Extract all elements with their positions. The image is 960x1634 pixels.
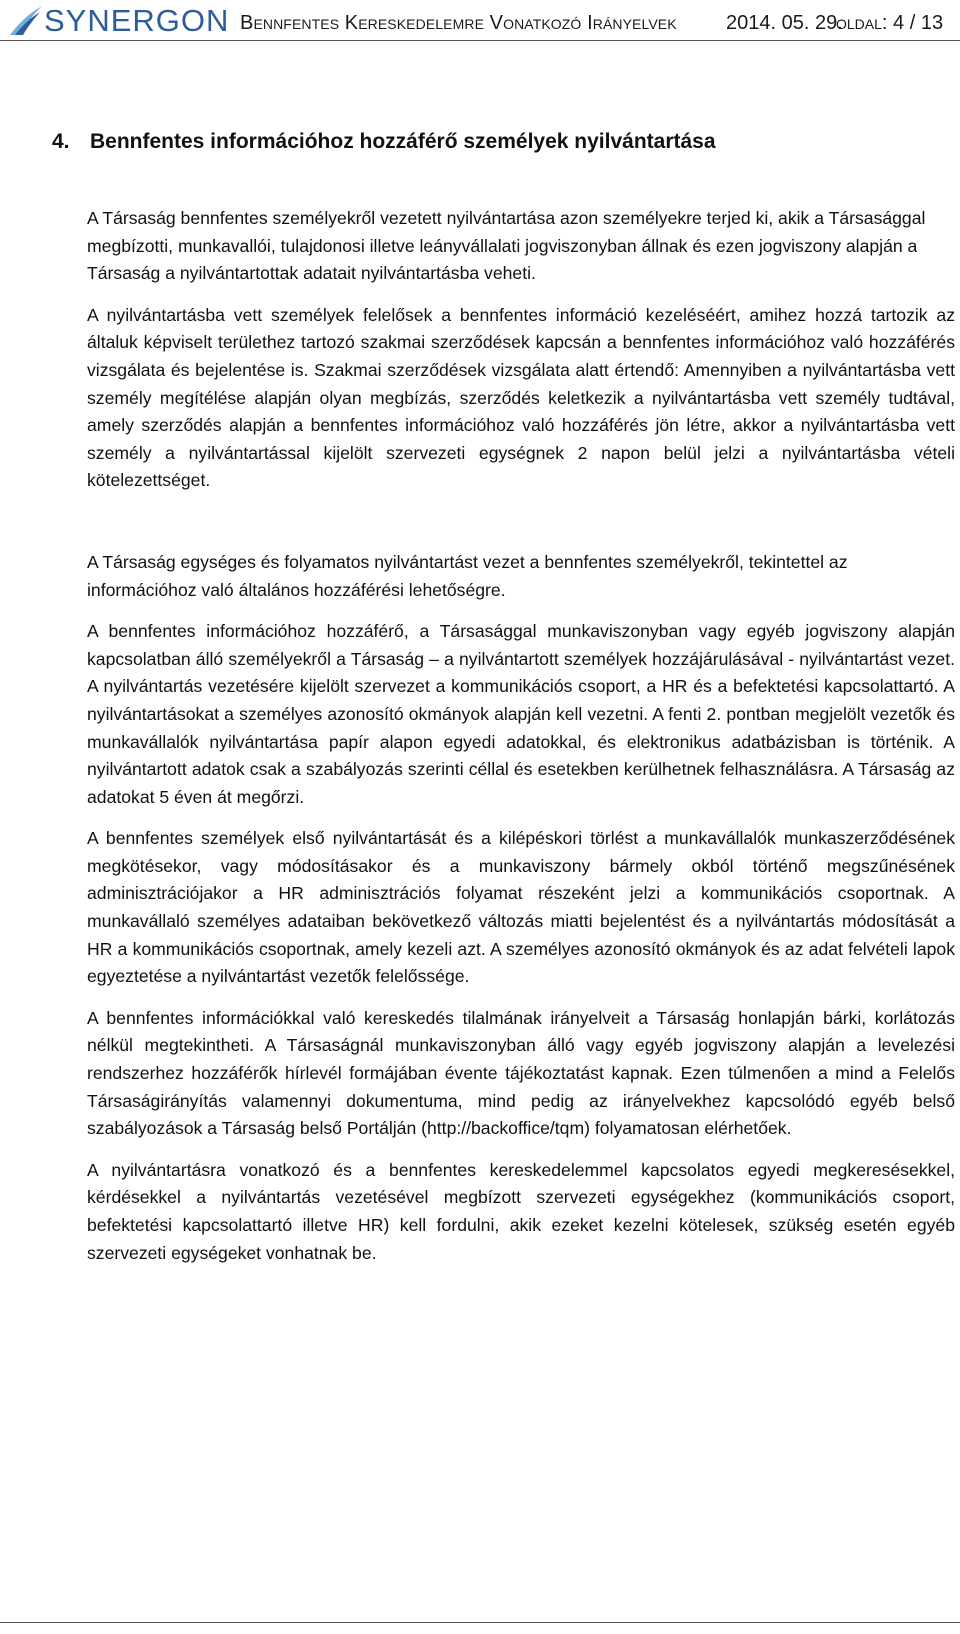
page-number: oldal: 4 / 13 [836, 12, 944, 34]
paragraph: A bennfentes információhoz hozzáférő, a Társasággal munkaviszonyban vagy egyéb jogviszony alapján kapcsolatban álló személyekről a Társaság – a nyilvántartott személyek hozzájárulásával - nyilvántartást vezet. A nyilvántartás vezetésére kijelölt szervezet a kommunikációs csoport, a HR és a befektetési kapcsolattartó. A nyilvántartásokat a személyes azonosító okmányok alapján kell vezetni. A fenti 2. pontban megjelölt vezetők és munkavállalók nyilvántartása papír alapon egyedi adatokkal, és elektronikus adatbázisban is történik. A nyilvántartott adatok csak a szabályozás szerinti céllal és esetekben kerülhetnek felhasználásra. A Társaság az adatokat 5 éven át megőrzi. [87, 621, 955, 807]
logo-wordmark: SYNERGON [44, 3, 230, 38]
paragraph: A Társaság bennfentes személyekről vezetett nyilvántartása azon személyekre terjed ki, akik a Társasággal megbízotti, munkavallói, tulajdonosi illetve leányvállalati jogviszonyban állnak és ezen jogviszony alapján a Társaság a nyilvántartottak adatait nyilvántartásba veheti. [87, 208, 926, 284]
document-title: Bennfentes Kereskedelemre Vonatkozó Irányelvek [240, 12, 677, 34]
logo-swoosh-icon [6, 4, 46, 38]
paragraph: A Társaság egységes és folyamatos nyilvántartást vezet a bennfentes személyekről, tekintettel az információhoz való általános hozzáférési lehetőségre. [87, 551, 848, 600]
document-date: 2014. 05. 29. [726, 12, 843, 34]
section-number: 4. [52, 130, 70, 153]
document-body [87, 205, 955, 1281]
paragraph: A bennfentes információkkal való kereskedés tilalmának irányelveit a Társaság honlapján bárki, korlátozás nélkül megtekintheti. A Társaságnál munkaviszonyban álló vagy egyéb jogviszony alapján a levelezési rendszerhez hozzáférők hírlevél formájában évente tájékoztatást kapnak. Ezen túlmenően a mind a Felelős Társaságirányítás valamennyi dokumentuma, mind pedig az irányelvekhez kapcsolódó egyéb belső szabályozások a Társaság belső Portálján (http://backoffice/tqm) folyamatosan elérhetőek. [87, 1007, 955, 1139]
footer-divider [0, 1622, 960, 1623]
paragraph: A nyilvántartásba vett személyek felelősek a bennfentes információ kezeléséért, amihez hozzá tartozik az általuk képviselt területhez tartozó szakmai szerződések kapcsán a bennfentes információhoz való hozzáférés vizsgálata és bejelentése is. Szakmai szerződések vizsgálata alatt értendő: Amennyiben a nyilvántartásba vett személy megítélése alapján olyan megbízás, szerződés keletkezik a nyilvántartásba vett személy tudtával, amely szerződés alapján a bennfentes információhoz való hozzáférés jön létre, akkor a nyilvántartásba vett személy a nyilvántartással kijelölt szervezeti egységnek 2 napon belül jelzi a nyilvántartásba vételi kötelezettséget. [87, 304, 955, 491]
header-divider [0, 40, 960, 41]
paragraph: A nyilvántartásra vonatkozó és a bennfentes kereskedelemmel kapcsolatos egyedi megkeresésekkel, kérdésekkel a nyilvántartás vezetésével megbízott szervezeti egységekhez (kommunikációs csoport, befektetési kapcsolattartó illetve HR) kell fordulni, akik ezeket kezelni kötelesek, szükség esetén egyéb szervezeti egységeket vonhatnak be. [87, 1159, 955, 1263]
section-title: Bennfentes információhoz hozzáférő személyek nyilvántartása [90, 130, 716, 153]
synergon-logo [6, 4, 238, 38]
page-header [0, 0, 960, 44]
section-heading [52, 130, 716, 154]
blank-space [87, 509, 955, 549]
paragraph: A bennfentes személyek első nyilvántartását és a kilépéskori törlést a munkavállalók munkaszerződésének megkötésekor, vagy módosításakor és a munkaviszony bármely okból történő megszűnésének adminisztrációjakor a HR adminisztrációs folyamat részeként jelzi a kommunikációs csoportnak. A munkavállaló személyes adataiban bekövetkező változás miatti bejelentést és a nyilvántartás módosítását a HR a kommunikációs csoportnak, amely kezeli azt. A személyes azonosító okmányok és az adat felvételi lapok egyeztetése a nyilvántartást vezetők felelőssége. [87, 828, 955, 987]
